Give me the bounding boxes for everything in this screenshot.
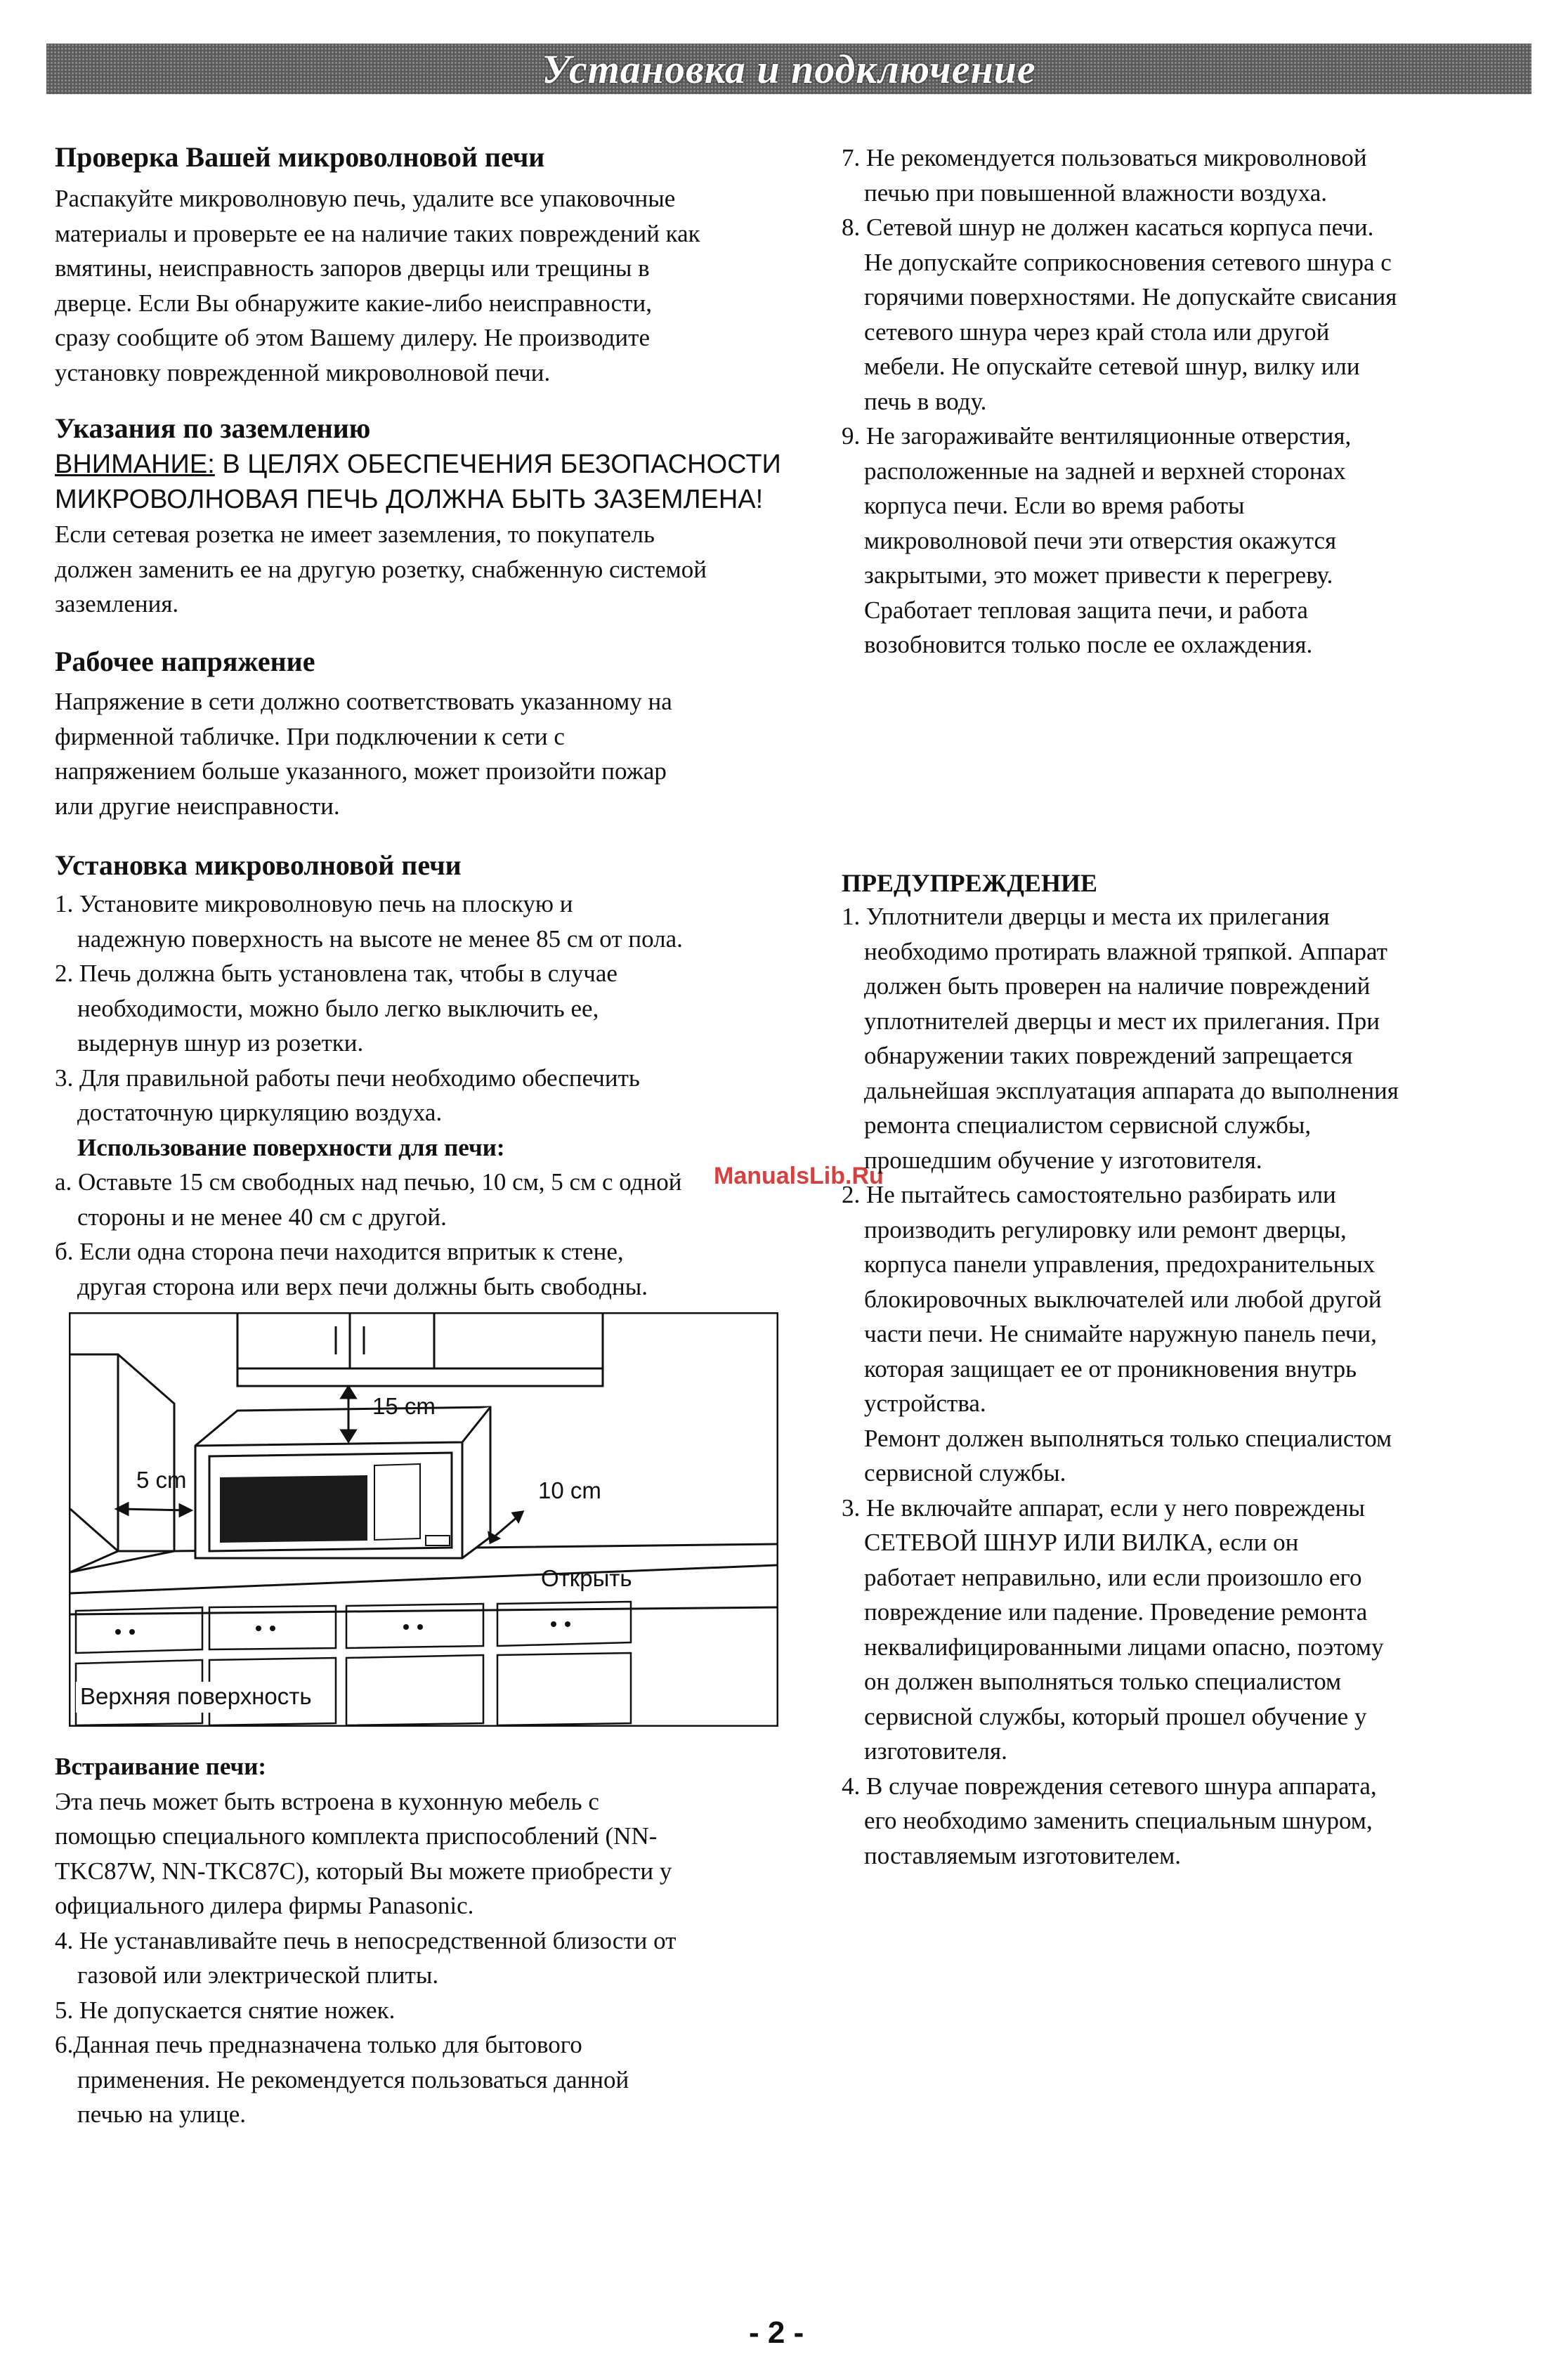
list-item: корпуса панели управления, предохранительных — [864, 1250, 1376, 1278]
section-heading-install: Установка микроволновой печи — [55, 849, 462, 881]
section-body-warning — [842, 899, 1399, 1873]
warning-label: ВНИМАНИЕ: — [55, 450, 215, 479]
label-left-clearance: 5 cm — [136, 1467, 187, 1493]
list-item: необходимо протирать влажной тряпкой. Аппарат — [864, 937, 1387, 965]
list-item: устройства. — [864, 1390, 986, 1417]
list-item: расположенные на задней и верхней сторонах — [864, 457, 1346, 485]
list-item: другая сторона или верх печи должны быть свободны. — [77, 1272, 648, 1300]
list-item: Не допускайте соприкосновения сетевого шнура с — [864, 248, 1392, 276]
list-item: газовой или электрической плиты. — [77, 1961, 439, 1989]
list-item: уплотнителей дверцы и мест их прилегания. При — [864, 1007, 1380, 1035]
list-item: возобновится только после ее охлаждения. — [864, 631, 1313, 658]
list-item: надежную поверхность на высоте не менее 85 см от пола. — [77, 924, 683, 953]
list-item: необходимости, можно было легко выключить ее, — [77, 994, 599, 1022]
text-line: Распакуйте микроволновую печь, удалите все упаковочные — [55, 185, 676, 212]
text-line: заземления. — [55, 590, 179, 617]
list-item: работает неправильно, или если произошло его — [864, 1563, 1362, 1591]
list-item: 7. Не рекомендуется пользоваться микроволновой — [842, 144, 1367, 171]
list-item: поставляемым изготовителем. — [864, 1841, 1182, 1869]
section-body-right-items — [842, 140, 1397, 662]
list-item: 2. Печь должна быть установлена так, чтобы в случае — [55, 960, 618, 987]
section-heading-voltage: Рабочее напряжение — [55, 646, 315, 677]
list-item: 4. В случае повреждения сетевого шнура аппарата, — [842, 1772, 1377, 1800]
text-line: установку поврежденной микроволновой печи. — [55, 358, 551, 386]
text-line: напряжением больше указанного, может произойти пожар — [55, 757, 667, 785]
label-open: Открыть — [541, 1565, 632, 1591]
list-item: изготовителя. — [864, 1737, 1007, 1765]
warning-text: МИКРОВОЛНОВАЯ ПЕЧЬ ДОЛЖНА БЫТЬ ЗАЗЕМЛЕНА! — [55, 485, 764, 514]
list-item: СЕТЕВОЙ ШНУР ИЛИ ВИЛКА, если он — [864, 1529, 1299, 1556]
list-item: стороны и не менее 40 см с другой. — [77, 1203, 447, 1231]
list-item: печью на улице. — [77, 2100, 247, 2128]
list-item: его необходимо заменить специальным шнуром, — [864, 1807, 1373, 1834]
list-item: сервисной службы. — [864, 1459, 1066, 1486]
list-item: блокировочных выключателей или любой другой — [864, 1285, 1382, 1313]
text-line: TKC87W, NN-TKC87C), который Вы можете приобрести у — [55, 1857, 672, 1885]
text-line: должен заменить ее на другую розетку, снабженную системой — [55, 555, 707, 583]
text-line: помощью специального комплекта приспособлений (NN- — [55, 1822, 658, 1850]
section-body-ground — [55, 517, 707, 622]
label-surface: Верхняя поверхность — [80, 1683, 312, 1709]
list-item: должен быть проверен на наличие повреждений — [864, 972, 1371, 1000]
section-body-voltage — [55, 684, 672, 823]
list-item: 5. Не допускается снятие ножек. — [55, 1996, 396, 2024]
list-item: Сработает тепловая защита печи, и работа — [864, 596, 1308, 624]
page-number: - 2 - — [749, 2315, 804, 2350]
list-item: мебели. Не опускайте сетевой шнур, вилку или — [864, 353, 1360, 380]
text-line: дверце. Если Вы обнаружите какие-либо неисправности, — [55, 289, 652, 317]
installation-diagram — [69, 1312, 778, 1727]
list-item: печь в воду. — [864, 387, 987, 415]
text-line: или другие неисправности. — [55, 792, 340, 820]
section-body-builtin — [55, 1749, 676, 2132]
list-item: достаточную циркуляцию воздуха. — [77, 1099, 443, 1126]
list-item: 8. Сетевой шнур не должен касаться корпуса печи. — [842, 214, 1374, 241]
text-line: официального дилера фирмы Panasonic. — [55, 1892, 474, 1919]
subheading-surface: Использование поверхности для печи: — [77, 1133, 505, 1161]
label-top-clearance: 15 cm — [372, 1393, 436, 1419]
list-item: сервисной службы, который прошел обучение у — [864, 1702, 1367, 1730]
list-item: микроволновой печи эти отверстия окажутся — [864, 526, 1337, 554]
subheading-builtin: Встраивание печи: — [55, 1753, 267, 1780]
list-item: обнаружении таких повреждений запрещается — [864, 1042, 1353, 1069]
list-item: он должен выполняться только специалистом — [864, 1668, 1342, 1695]
header-banner — [46, 44, 1531, 94]
list-item: 3. Для правильной работы печи необходимо обеспечить — [55, 1064, 640, 1092]
list-item: выдернув шнур из розетки. — [77, 1029, 364, 1057]
list-item: 2. Не пытайтесь самостоятельно разбирать или — [842, 1181, 1336, 1208]
text-line: материалы и проверьте ее на наличие таких повреждений как — [55, 219, 700, 247]
list-item: дальнейшая эксплуатация аппарата до выполнения — [864, 1076, 1399, 1104]
list-item: 6.Данная печь предназначена только для бытового — [55, 2031, 582, 2058]
list-item: горячими поверхностями. Не допускайте свисания — [864, 283, 1397, 311]
list-item: 1. Уплотнители дверцы и места их прилегания — [842, 903, 1330, 930]
list-item: которая защищает ее от проникновения внутрь — [864, 1354, 1357, 1383]
list-item: прошедшим обучение у изготовителя. — [864, 1146, 1262, 1174]
ground-warning — [55, 447, 781, 517]
list-item: 4. Не устанавливайте печь в непосредственной близости от — [55, 1926, 677, 1954]
list-item: а. Оставьте 15 см свободных над печью, 10 см, 5 см с одной — [55, 1168, 682, 1196]
list-item: печью при повышенной влажности воздуха. — [864, 178, 1328, 207]
list-item: части печи. Не снимайте наружную панель печи, — [864, 1320, 1377, 1347]
list-item: корпуса печи. Если во время работы — [864, 492, 1245, 519]
label-right-clearance: 10 cm — [538, 1477, 601, 1503]
page-title: Установка и подключение — [542, 46, 1036, 92]
text-line: Эта печь может быть встроена в кухонную мебель с — [55, 1787, 599, 1815]
text-line: вмятины, неисправность запоров дверцы или трещины в — [55, 254, 650, 282]
list-item: закрытыми, это может привести к перегреву. — [864, 561, 1333, 589]
list-item: б. Если одна сторона печи находится впритык к стене, — [55, 1238, 624, 1265]
section-heading-warning: ПРЕДУПРЕЖДЕНИЕ — [842, 869, 1098, 897]
text-line: Напряжение в сети должно соответствовать указанному на — [55, 688, 672, 715]
section-body-check — [55, 181, 700, 390]
list-item: 3. Не включайте аппарат, если у него повреждены — [842, 1494, 1365, 1522]
text-line: Если сетевая розетка не имеет заземления, то покупатель — [55, 521, 655, 548]
list-item: сетевого шнура через край стола или другой — [864, 318, 1330, 346]
list-item: повреждение или падение. Проведение ремонта — [864, 1598, 1368, 1626]
text-line: фирменной табличке. При подключении к сети с — [55, 722, 565, 750]
list-item: производить регулировку или ремонт дверцы, — [864, 1215, 1347, 1243]
list-item: 1. Установите микроволновую печь на плоскую и — [55, 890, 573, 917]
list-item: неквалифицированными лицами опасно, поэтому — [864, 1633, 1384, 1661]
section-heading-check: Проверка Вашей микроволновой печи — [55, 141, 545, 173]
watermark: ManualsLib.Ru — [714, 1163, 884, 1189]
list-item: ремонта специалистом сервисной службы, — [864, 1111, 1312, 1139]
text-line: сразу сообщите об этом Вашему дилеру. Не производите — [55, 324, 650, 351]
warning-text: В ЦЕЛЯХ ОБЕСПЕЧЕНИЯ БЕЗОПАСНОСТИ — [214, 450, 781, 479]
list-item: применения. Не рекомендуется пользоваться данной — [77, 2065, 629, 2093]
section-body-install — [55, 887, 683, 1304]
section-heading-ground: Указания по заземлению — [55, 412, 371, 444]
list-item: Ремонт должен выполняться только специалистом — [864, 1424, 1392, 1452]
list-item: 9. Не загораживайте вентиляционные отверстия, — [842, 422, 1352, 450]
